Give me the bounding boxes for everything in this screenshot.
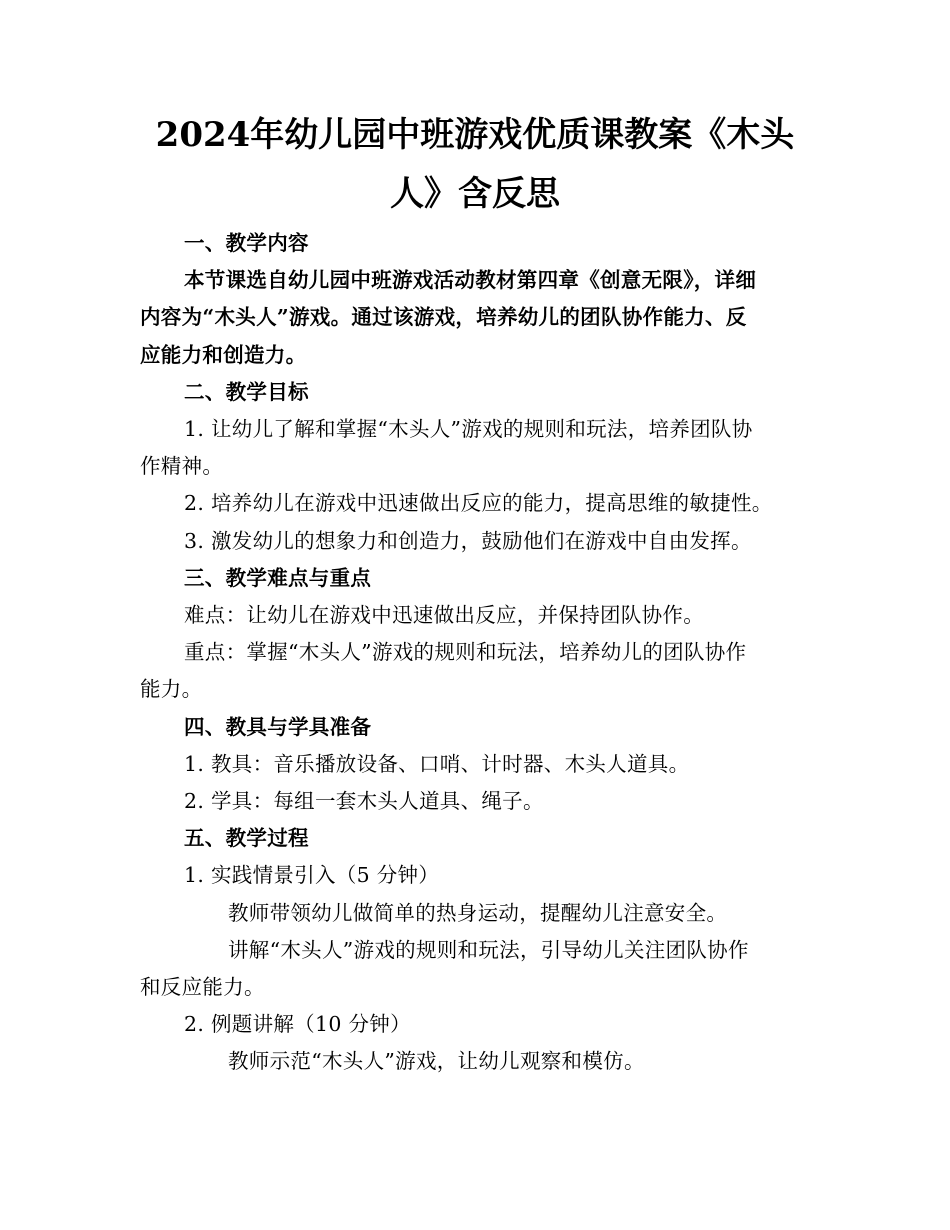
list-item-line: 作精神。 — [140, 454, 224, 478]
list-item: 1. 教具：音乐播放设备、口哨、计时器、木头人道具。 — [184, 752, 690, 776]
paragraph-line: 教师带领幼儿做简单的热身运动，提醒幼儿注意安全。 — [228, 901, 728, 925]
list-item: 1. 实践情景引入（5 分钟） — [184, 863, 440, 887]
paragraph-line: 应能力和创造力。 — [140, 343, 307, 367]
list-item: 2. 例题讲解（10 分钟） — [184, 1012, 411, 1036]
paragraph-line: 内容为“木头人”游戏。通过该游戏，培养幼儿的团队协作能力、反 — [140, 305, 747, 329]
paragraph-line: 能力。 — [140, 677, 203, 701]
list-item: 2. 培养幼儿在游戏中迅速做出反应的能力，提高思维的敏捷性。 — [184, 491, 773, 515]
section-heading-teaching-process: 五、教学过程 — [184, 826, 309, 850]
paragraph-line: 本节课选自幼儿园中班游戏活动教材第四章《创意无限》，详细 — [184, 268, 757, 292]
list-item: 3. 激发幼儿的想象力和创造力，鼓励他们在游戏中自由发挥。 — [184, 529, 752, 553]
paragraph-line: 讲解“木头人”游戏的规则和玩法，引导幼儿关注团队协作 — [228, 938, 749, 962]
list-item: 2. 学具：每组一套木头人道具、绳子。 — [184, 789, 544, 813]
section-heading-teaching-goals: 二、教学目标 — [184, 380, 309, 404]
paragraph-line: 难点：让幼儿在游戏中迅速做出反应，并保持团队协作。 — [184, 603, 704, 627]
paragraph-line: 和反应能力。 — [140, 975, 265, 999]
paragraph-line: 教师示范“木头人”游戏，让幼儿观察和模仿。 — [228, 1049, 645, 1073]
section-heading-materials: 四、教具与学具准备 — [184, 715, 372, 739]
document-title-line-1: 2024年幼儿园中班游戏优质课教案《木头 — [155, 115, 795, 155]
paragraph-line: 重点：掌握“木头人”游戏的规则和玩法，培养幼儿的团队协作 — [184, 640, 747, 664]
section-heading-teaching-content: 一、教学内容 — [184, 231, 309, 255]
list-item-line: 1. 让幼儿了解和掌握“木头人”游戏的规则和玩法，培养团队协 — [184, 417, 753, 441]
section-heading-difficulty-and-key-points: 三、教学难点与重点 — [184, 566, 372, 590]
document-title-line-2: 人》含反思 — [390, 174, 560, 214]
